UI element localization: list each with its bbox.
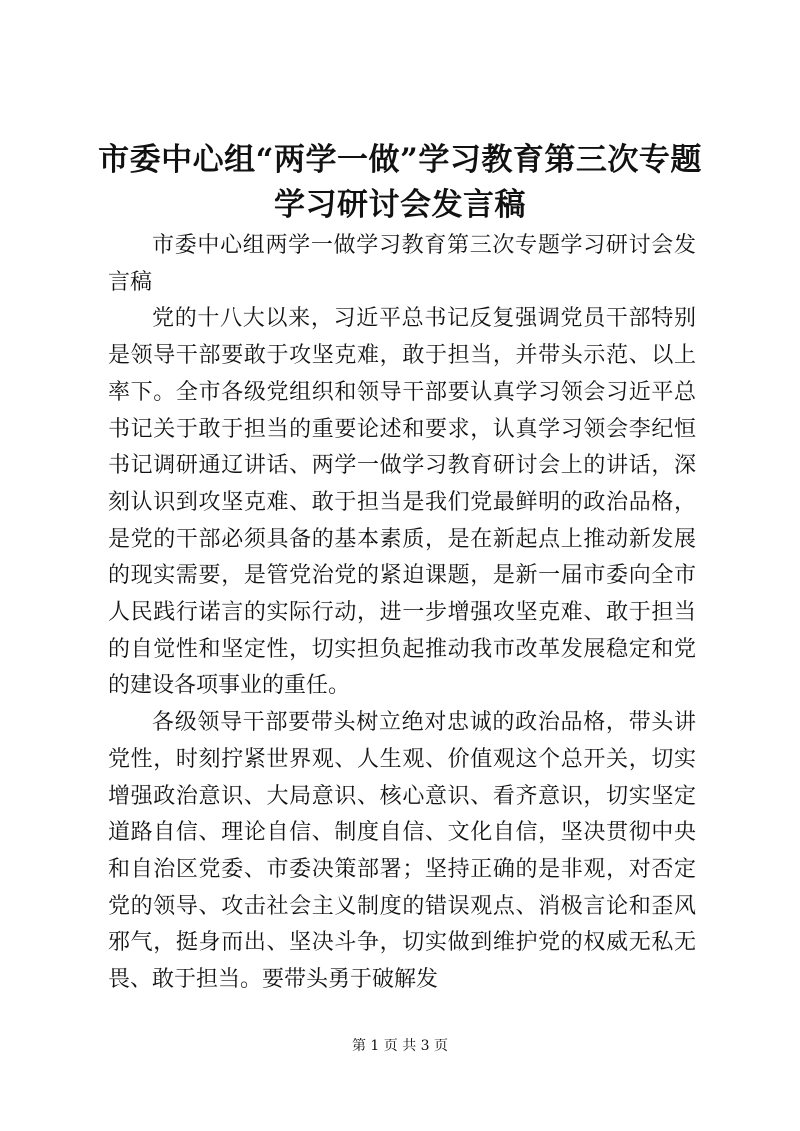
title-line-2: 学习研讨会发言稿 bbox=[274, 187, 526, 223]
paragraph-1: 党的十八大以来，习近平总书记反复强调党员干部特别是领导干部要敢于攻坚克难，敢于担当，并带头示范、以上率下。全市各级党组织和领导干部要认真学习领会习近平总书记关于敢于担当的重要论述和要求，认真学习领会李纪恒书记调研通辽讲话、两学一做学习教育研讨会上的讲话，深刻认识到攻坚克难、敢于担当是我们党最鲜明的政治品格，是党的干部必须具备的基本素质，是在新起点上推动新发展的现实需要，是管党治党的紧迫课题，是新一届市委向全市人民践行诺言的实际行动，进一步增强攻坚克难、敢于担当的自觉性和坚定性，切实担负起推动我市改革发展稳定和党的建设各项事业的重任。 bbox=[108, 306, 696, 699]
document-body bbox=[108, 228, 696, 999]
page-footer: 第 1 页 共 3 页 bbox=[351, 1038, 449, 1054]
document-title bbox=[0, 138, 800, 228]
title-line-1: 市委中心组“两学一做”学习教育第三次专题 bbox=[98, 142, 702, 178]
paragraph-2: 各级领导干部要带头树立绝对忠诚的政治品格，带头讲党性，时刻拧紧世界观、人生观、价值观这个总开关，切实增强政治意识、大局意识、核心意识、看齐意识，切实坚定道路自信、理论自信、制度自信、文化自信，坚决贯彻中央和自治区党委、市委决策部署；坚持正确的是非观，对否定党的领导、攻击社会主义制度的错误观点、消极言论和歪风邪气，挺身而出、坚决斗争，切实做到维护党的权威无私无畏、敢于担当。要带头勇于破解发 bbox=[108, 710, 696, 993]
paragraph-subtitle: 市委中心组两学一做学习教育第三次专题学习研讨会发言稿 bbox=[108, 233, 696, 295]
